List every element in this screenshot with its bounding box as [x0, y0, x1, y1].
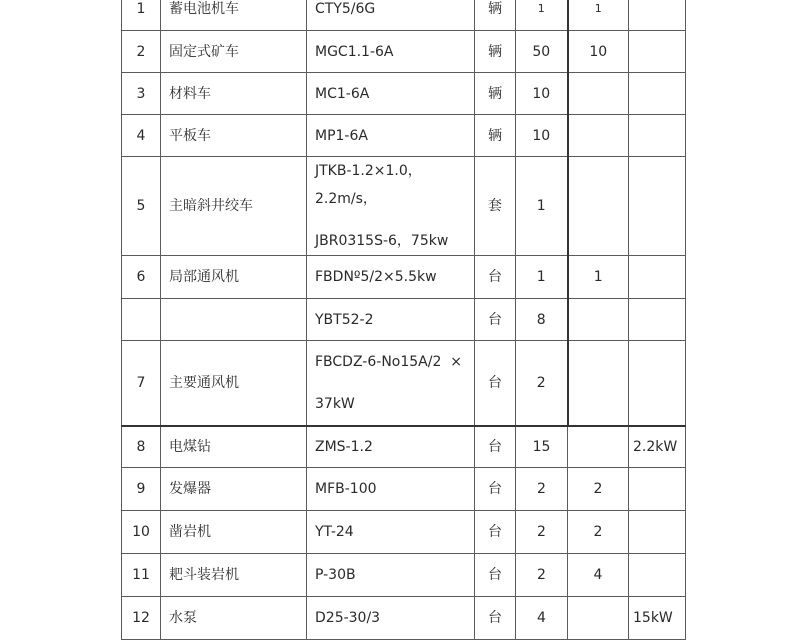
- table-row: [122, 115, 686, 157]
- table-row: [122, 73, 686, 115]
- unit-cell: 辆: [475, 73, 516, 115]
- quantity-2-cell: [568, 115, 629, 157]
- equipment-model: [307, 157, 475, 256]
- note-cell: [629, 299, 686, 341]
- equipment-name: 主暗斜井绞车: [161, 157, 307, 256]
- quantity-2-cell: [568, 597, 629, 640]
- quantity-cell: 2: [516, 341, 568, 426]
- equipment-model: MFB-100: [307, 468, 475, 511]
- row-number: 10: [122, 511, 161, 554]
- row-number: 7: [122, 341, 161, 426]
- quantity-2-cell: [568, 157, 629, 256]
- unit-cell: 台: [475, 426, 516, 468]
- equipment-model: YT-24: [307, 511, 475, 554]
- unit-cell: 辆: [475, 115, 516, 157]
- note-cell: [629, 31, 686, 73]
- note-cell: [629, 256, 686, 299]
- row-number: 6: [122, 256, 161, 299]
- equipment-name: 固定式矿车: [161, 31, 307, 73]
- equipment-name: 蓄电池机车: [161, 0, 307, 31]
- equipment-name: 局部通风机: [161, 256, 307, 299]
- equipment-model: D25-30/3: [307, 597, 475, 640]
- quantity-cell: 10: [516, 115, 568, 157]
- table-row: [122, 426, 686, 468]
- equipment-name: 凿岩机: [161, 511, 307, 554]
- unit-cell: 台: [475, 554, 516, 597]
- quantity-2-cell: 4: [568, 554, 629, 597]
- row-number: 4: [122, 115, 161, 157]
- table-row: [122, 256, 686, 299]
- note-cell: 2.2kW: [629, 426, 686, 468]
- quantity-cell: 15: [516, 426, 568, 468]
- equipment-model: MGC1.1-6A: [307, 31, 475, 73]
- quantity-cell: 2: [516, 554, 568, 597]
- row-number: 3: [122, 73, 161, 115]
- quantity-2-cell: 10: [568, 31, 629, 73]
- quantity-2-cell: 2: [568, 468, 629, 511]
- row-number: 1: [122, 0, 161, 31]
- row-number: [122, 299, 161, 341]
- equipment-model-line-2: 37kW: [315, 395, 355, 412]
- quantity-cell: 10: [516, 73, 568, 115]
- equipment-model: P-30B: [307, 554, 475, 597]
- unit-cell: 台: [475, 299, 516, 341]
- row-number: 11: [122, 554, 161, 597]
- equipment-name: 耙斗装岩机: [161, 554, 307, 597]
- quantity-cell: 4: [516, 597, 568, 640]
- unit-cell: 辆: [475, 0, 516, 31]
- table-row: [122, 468, 686, 511]
- quantity-2-cell: [568, 426, 629, 468]
- equipment-name: 平板车: [161, 115, 307, 157]
- equipment-model: MP1-6A: [307, 115, 475, 157]
- quantity-2-cell: 2: [568, 511, 629, 554]
- equipment-model: ZMS-1.2: [307, 426, 475, 468]
- equipment-table: [121, 0, 686, 640]
- equipment-model: FBDNº5/2×5.5kw: [307, 256, 475, 299]
- row-number: 9: [122, 468, 161, 511]
- note-cell: [629, 73, 686, 115]
- quantity-cell: 2: [516, 511, 568, 554]
- row-number: 5: [122, 157, 161, 256]
- equipment-name: 材料车: [161, 73, 307, 115]
- unit-cell: 台: [475, 468, 516, 511]
- note-cell: [629, 115, 686, 157]
- note-cell: 15kW: [629, 597, 686, 640]
- table-row: [122, 0, 686, 31]
- unit-cell: 辆: [475, 31, 516, 73]
- quantity-cell: 50: [516, 31, 568, 73]
- table-row: [122, 157, 686, 256]
- quantity-2-cell: 1: [568, 256, 629, 299]
- unit-cell: 套: [475, 157, 516, 256]
- equipment-model: YBT52-2: [307, 299, 475, 341]
- note-cell: [629, 157, 686, 256]
- quantity-cell: 1: [516, 157, 568, 256]
- unit-cell: 台: [475, 256, 516, 299]
- note-cell: [629, 468, 686, 511]
- quantity-cell: 8: [516, 299, 568, 341]
- quantity-2-cell: 1: [568, 0, 629, 31]
- equipment-model-line-2: JBR0315S-6，75kw: [315, 233, 449, 249]
- quantity-cell: 2: [516, 468, 568, 511]
- equipment-name: 主要通风机: [161, 341, 307, 426]
- unit-cell: 台: [475, 597, 516, 640]
- table-row: [122, 511, 686, 554]
- table-row: [122, 341, 686, 426]
- row-number: 8: [122, 426, 161, 468]
- row-number: 2: [122, 31, 161, 73]
- unit-cell: 台: [475, 511, 516, 554]
- equipment-name: 水泵: [161, 597, 307, 640]
- table-row: [122, 554, 686, 597]
- equipment-model: MC1-6A: [307, 73, 475, 115]
- equipment-model: CTY5/6G: [307, 0, 475, 31]
- row-number: 12: [122, 597, 161, 640]
- equipment-model: [307, 341, 475, 426]
- table-row: [122, 31, 686, 73]
- quantity-2-cell: [568, 299, 629, 341]
- equipment-name: 电煤钻: [161, 426, 307, 468]
- quantity-2-cell: [568, 73, 629, 115]
- unit-cell: 台: [475, 341, 516, 426]
- equipment-model-line-1: FBCDZ-6-No15A/2 ×: [315, 353, 463, 370]
- note-cell: [629, 0, 686, 31]
- equipment-name: 发爆器: [161, 468, 307, 511]
- table-row: [122, 597, 686, 640]
- quantity-2-cell: [568, 341, 629, 426]
- note-cell: [629, 554, 686, 597]
- table-row: [122, 299, 686, 341]
- note-cell: [629, 511, 686, 554]
- equipment-model-line-1: JTKB-1.2×1.0，2.2m/s，: [315, 163, 422, 207]
- note-cell: [629, 341, 686, 426]
- quantity-cell: 1: [516, 256, 568, 299]
- equipment-name: [161, 299, 307, 341]
- quantity-cell: 1: [516, 0, 568, 31]
